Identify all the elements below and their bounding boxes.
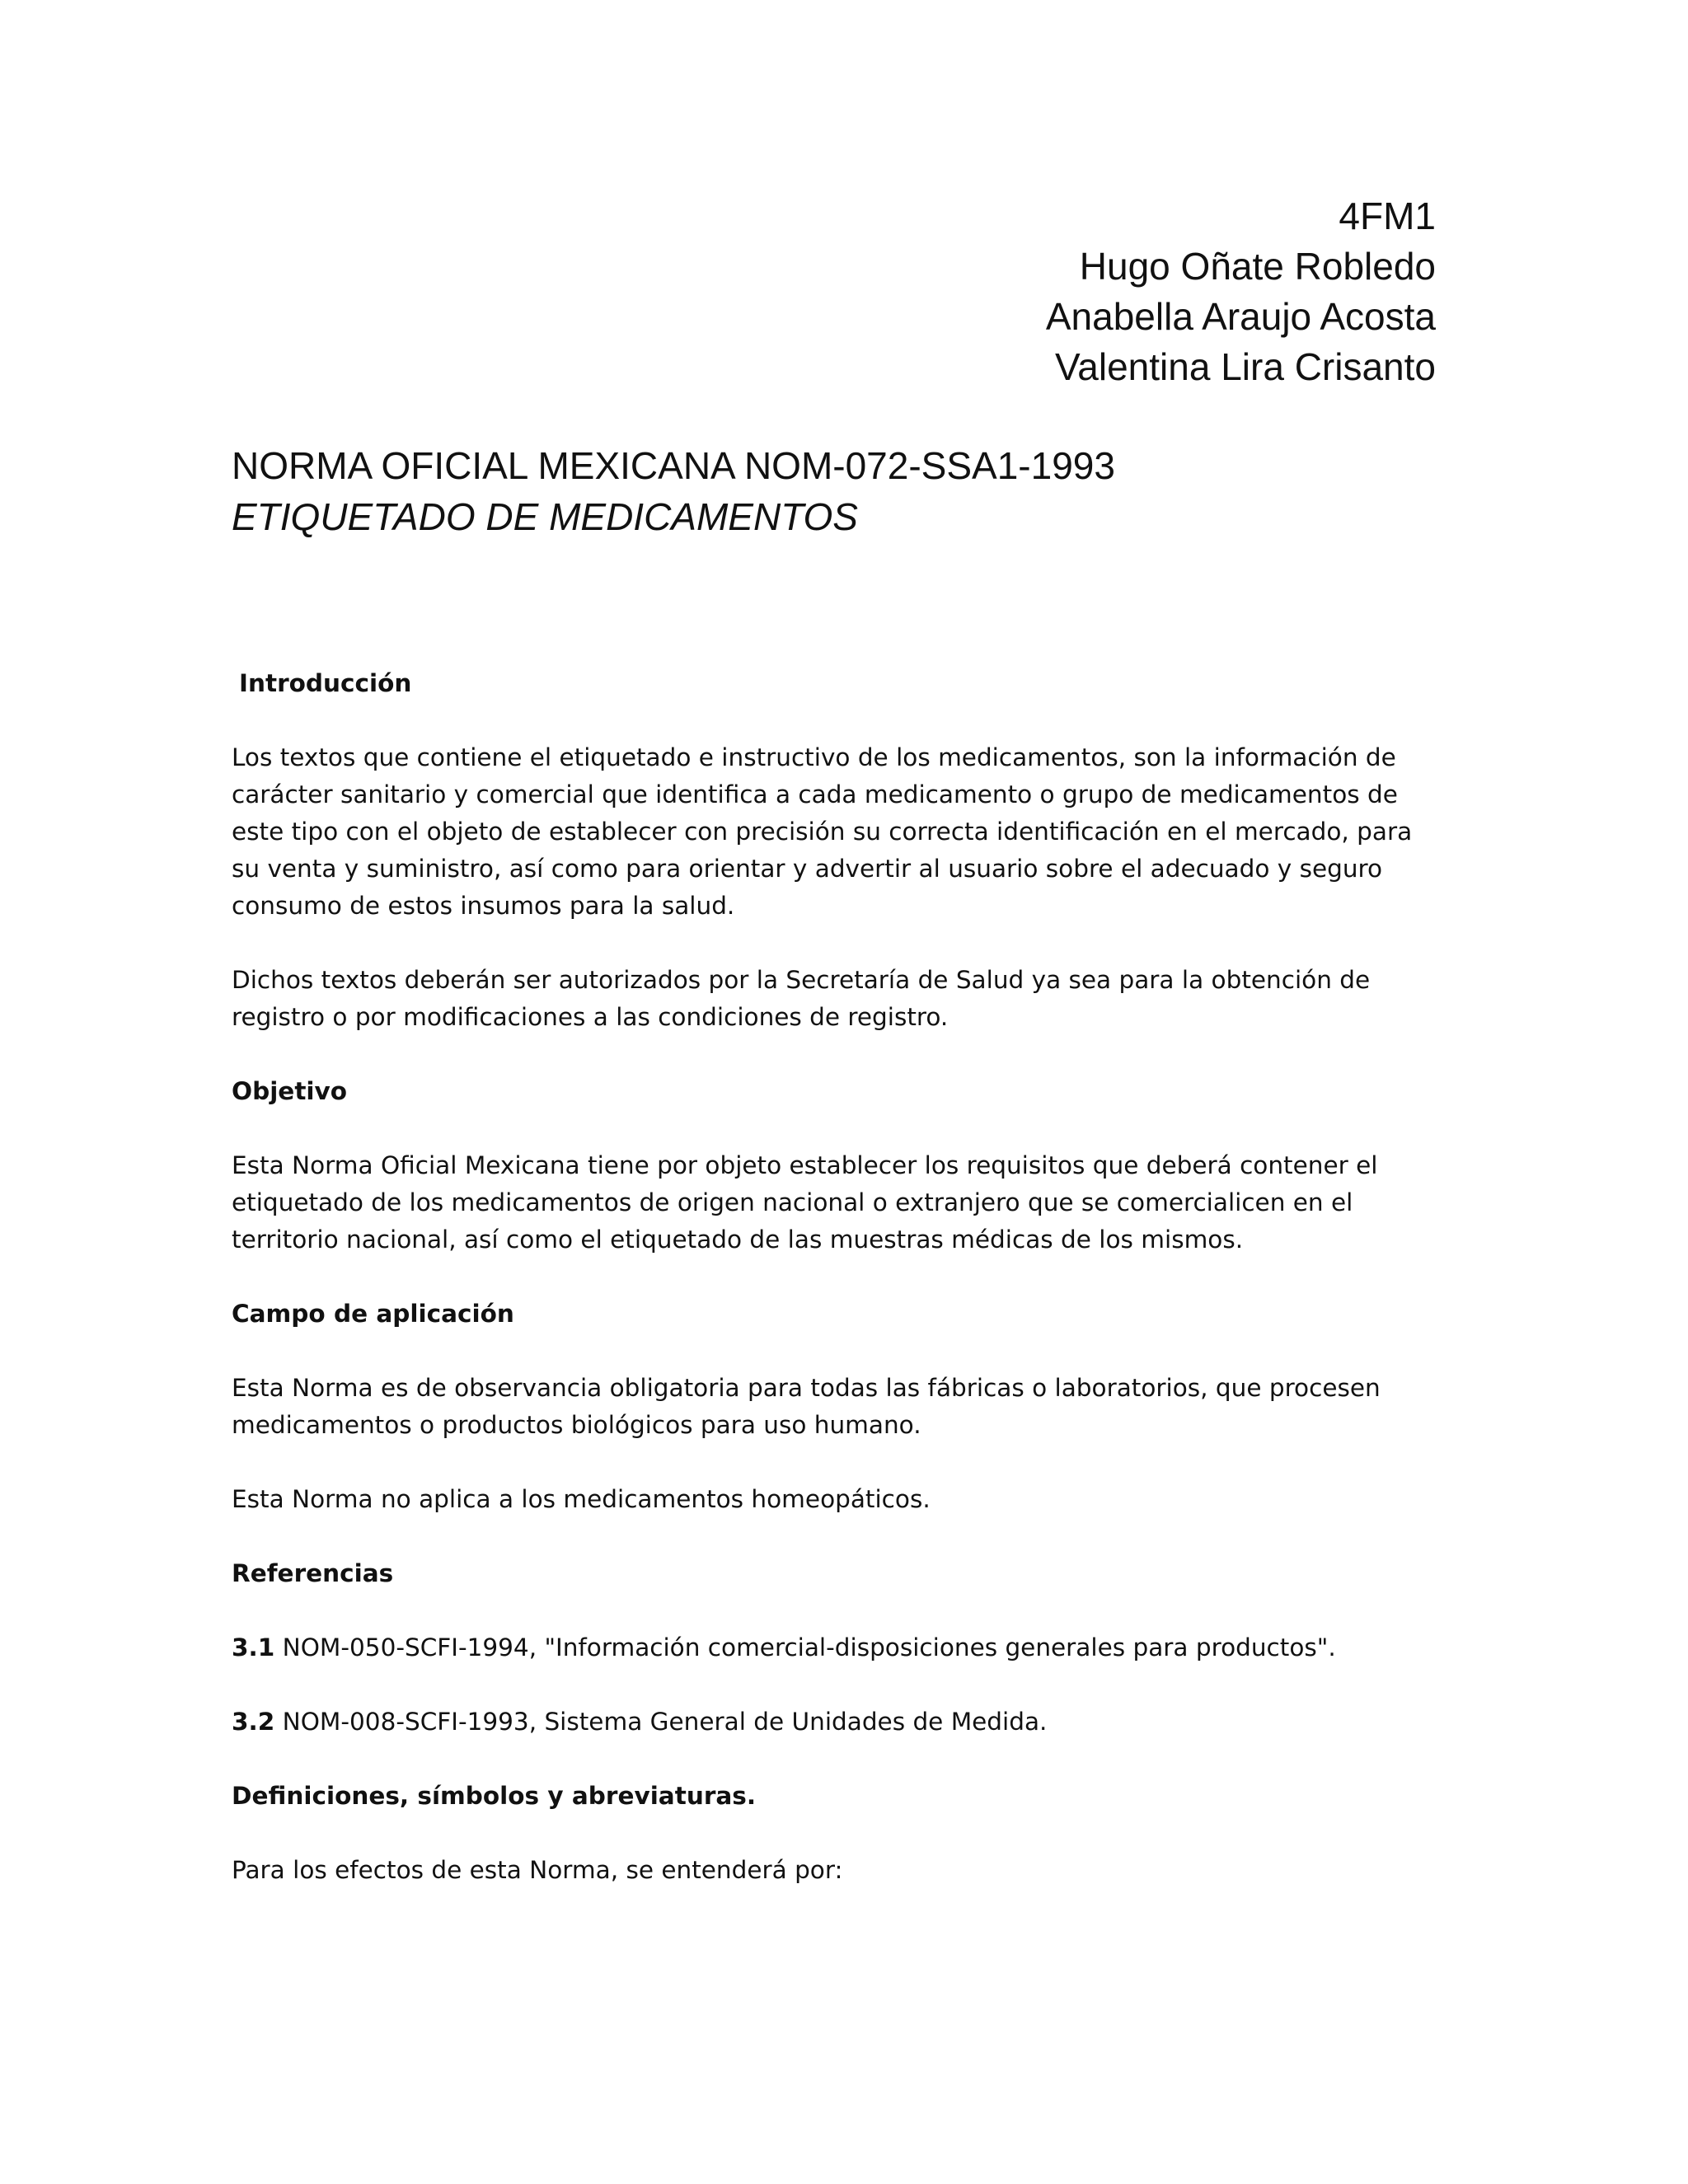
section-heading-definiciones: Definiciones, símbolos y abreviaturas. [232, 1782, 757, 1810]
author-header [1046, 191, 1436, 392]
section-heading-campo: Campo de aplicación [232, 1300, 514, 1328]
reference-text: NOM-008-SCFI-1993, Sistema General de Unidades de Medida. [274, 1708, 1048, 1736]
campo-paragraph-2: Esta Norma no aplica a los medicamentos homeopáticos. [232, 1485, 931, 1513]
section-heading-objetivo: Objetivo [232, 1077, 348, 1105]
objetivo-paragraph: Esta Norma Oficial Mexicana tiene por objeto establecer los requisitos que deberá contener el etiquetado de los medicamentos de origen nacional o extranjero que se comercialicen en el territorio nacional, así como el etiquetado de las muestras médicas de los mismos. [232, 1151, 1378, 1254]
reference-item [232, 1629, 1443, 1666]
author-name: Valentina Lira Crisanto [1055, 345, 1436, 388]
intro-paragraph-1: Los textos que contiene el etiquetado e instructivo de los medicamentos, son la información de carácter sanitario y comercial que identifica a cada medicamento o grupo de medicamentos de este tipo con el objeto de establecer con precisión su correcta identificación en el mercado, para su venta y suministro, así como para orientar y advertir al usuario sobre el adecuado y seguro consumo de estos insumos para la salud. [232, 743, 1413, 920]
document-title: NORMA OFICIAL MEXICANA NOM-072-SSA1-1993 [232, 444, 1115, 487]
intro-paragraph-2: Dichos textos deberán ser autorizados por la Secretaría de Salud ya sea para la obtención de registro o por modificaciones a las condiciones de registro. [232, 966, 1371, 1031]
section-heading-referencias: Referencias [232, 1559, 394, 1587]
campo-paragraph-1: Esta Norma es de observancia obligatoria para todas las fábricas o laboratorios, que procesen medicamentos o productos biológicos para uso humano. [232, 1374, 1381, 1439]
reference-number: 3.1 [232, 1633, 275, 1661]
reference-item [232, 1704, 1443, 1741]
document-title-block [232, 440, 1115, 542]
reference-text: NOM-050-SCFI-1994, "Información comercial-disposiciones generales para productos". [274, 1633, 1336, 1661]
section-heading-introduccion: Introducción [239, 669, 412, 697]
reference-number: 3.2 [232, 1708, 275, 1736]
author-name: Hugo Oñate Robledo [1079, 245, 1436, 288]
document-subtitle: ETIQUETADO DE MEDICAMENTOS [232, 495, 858, 538]
definiciones-paragraph: Para los efectos de esta Norma, se entenderá por: [232, 1856, 843, 1884]
author-name: Anabella Araujo Acosta [1045, 295, 1436, 338]
group-code: 4FM1 [1339, 194, 1436, 237]
